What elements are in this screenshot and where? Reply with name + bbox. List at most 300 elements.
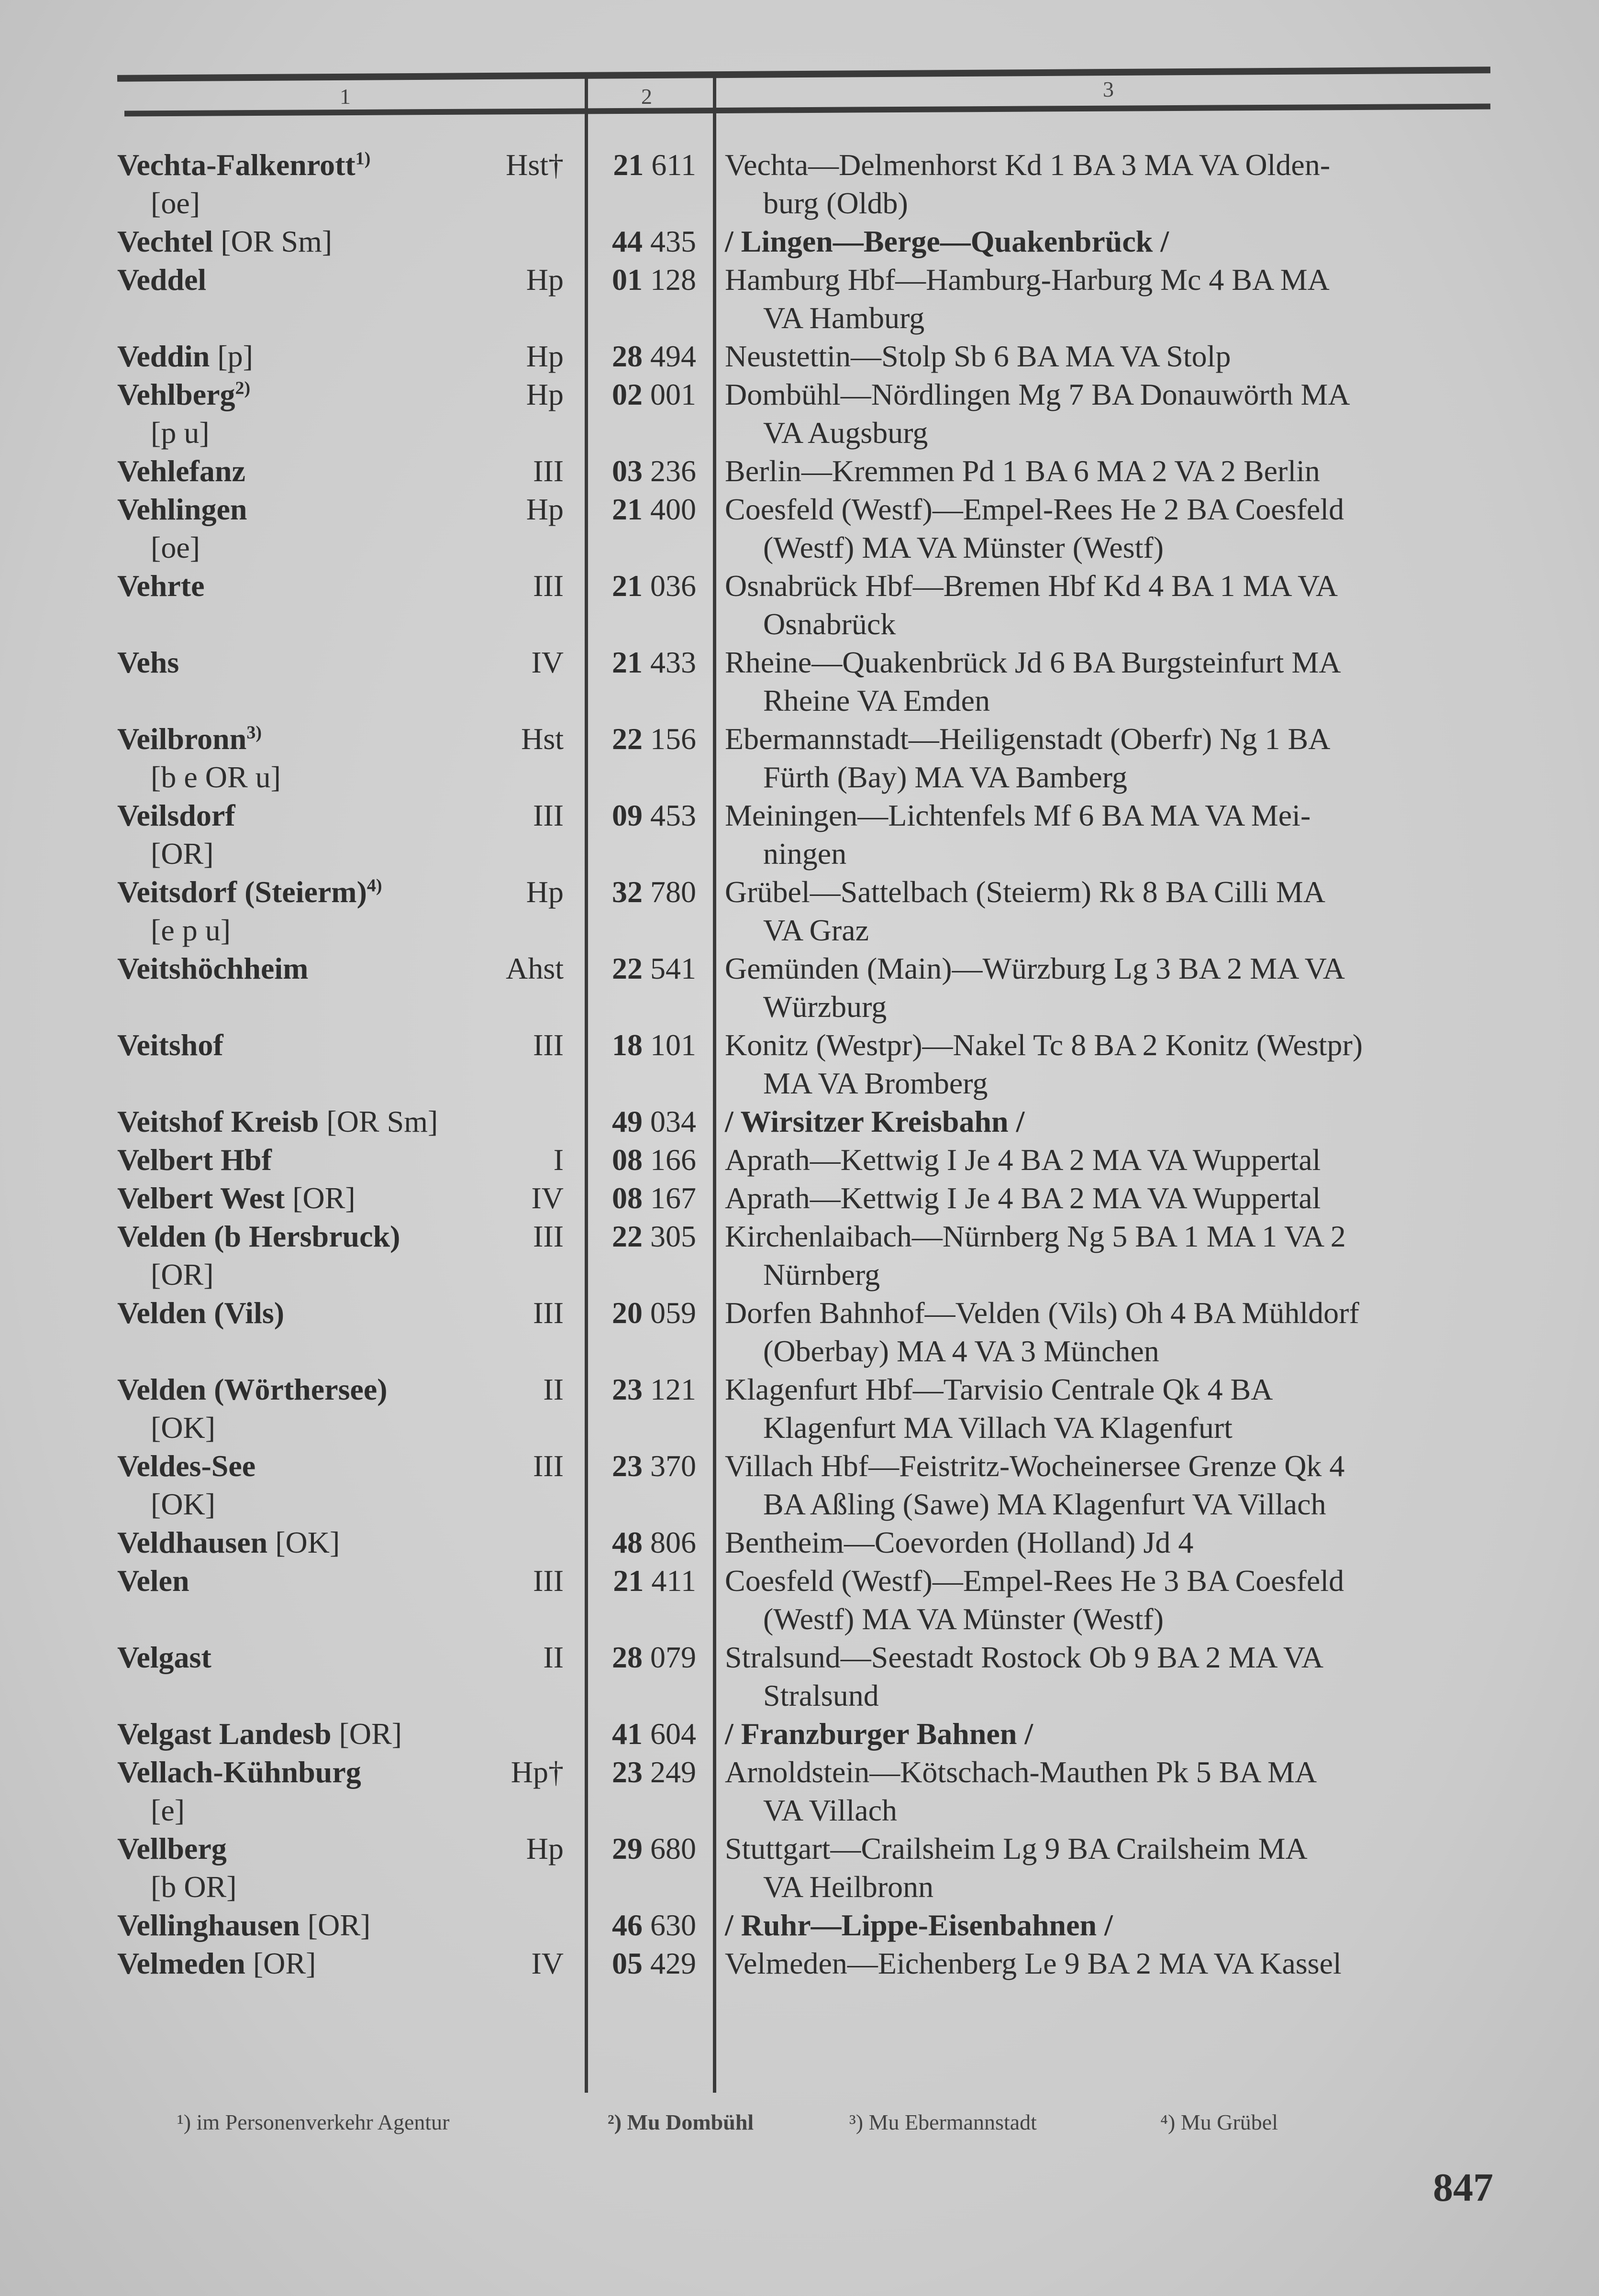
station-name (117, 1830, 227, 1868)
station-number (612, 643, 696, 682)
station-class: III (533, 569, 564, 603)
station-tag: [b OR] (151, 1870, 237, 1904)
station-tag: [OK] (151, 1411, 216, 1445)
row-line (0, 720, 1599, 758)
station-number (612, 1026, 696, 1064)
row-line (0, 1600, 1599, 1638)
station-name (117, 261, 206, 299)
route-description: BA Aßling (Sawe) MA Klagenfurt VA Villach (763, 1487, 1326, 1521)
table-row (0, 375, 1599, 452)
station-name-text: Vehlberg (117, 377, 235, 411)
station-number (612, 261, 696, 299)
station-class: IV (531, 1946, 564, 1980)
station-number (612, 452, 696, 490)
station-number-suffix: 604 (650, 1717, 696, 1751)
route-description: Rheine VA Emden (763, 684, 990, 718)
station-number-prefix: 46 (612, 1908, 643, 1942)
table-row (0, 1103, 1599, 1141)
station-number-suffix: 611 (651, 148, 696, 182)
station-number-prefix: 08 (612, 1143, 643, 1177)
route-description: (Westf) MA VA Münster (Westf) (763, 530, 1164, 564)
station-class: Hst† (506, 148, 564, 182)
route-description: Villach Hbf—Feistritz-Wocheinersee Grenze Qk 4 (725, 1449, 1345, 1483)
row-line (0, 835, 1599, 873)
station-name (117, 796, 235, 835)
route-description: Berlin—Kremmen Pd 1 BA 6 MA 2 VA 2 Berlin (725, 454, 1320, 488)
row-line (0, 1256, 1599, 1294)
station-class: IV (531, 1181, 564, 1215)
station-number-prefix: 29 (612, 1832, 643, 1866)
row-line (0, 796, 1599, 835)
station-number-prefix: 05 (612, 1946, 643, 1980)
table-row (0, 1217, 1599, 1294)
route-description: / Lingen—Berge—Quakenbrück / (725, 224, 1169, 258)
station-name-text: Vellach-Kühnburg (117, 1755, 361, 1789)
station-name-text: Veitshöchheim (117, 951, 309, 985)
station-tag: [p u] (151, 416, 210, 450)
station-number (612, 1447, 696, 1485)
station-number (612, 1944, 696, 1983)
station-name (117, 1944, 316, 1983)
station-number-prefix: 09 (612, 798, 643, 832)
route-description: Würzburg (763, 990, 887, 1024)
table-row (0, 720, 1599, 796)
station-name-text: Veldes-See (117, 1449, 256, 1483)
station-number (612, 873, 696, 911)
station-number-prefix: 44 (612, 224, 643, 258)
table-row (0, 1447, 1599, 1523)
route-description: Meiningen—Lichtenfels Mf 6 BA MA VA Mei- (725, 798, 1311, 832)
station-name-text: Velden (b Hersbruck) (117, 1219, 400, 1253)
station-name (117, 490, 247, 529)
station-number (613, 1562, 696, 1600)
station-number-suffix: 156 (650, 722, 696, 756)
route-description: Grübel—Sattelbach (Steierm) Rk 8 BA Cilli MA (725, 875, 1325, 909)
station-number-prefix: 28 (612, 1640, 643, 1674)
station-number (612, 1370, 696, 1409)
station-name-text: Velbert Hbf (117, 1143, 272, 1177)
table-row (0, 949, 1599, 1026)
route-description: / Ruhr—Lippe-Eisenbahnen / (725, 1908, 1113, 1942)
row-line (0, 1677, 1599, 1715)
station-number-suffix: 429 (650, 1946, 696, 1980)
footnote-2: ²) Mu Dombühl (608, 2110, 754, 2134)
station-name (117, 873, 382, 911)
station-number-prefix: 32 (612, 875, 643, 909)
station-number-prefix: 18 (612, 1028, 643, 1062)
route-description: Neustettin—Stolp Sb 6 BA MA VA Stolp (725, 339, 1231, 373)
route-description: ningen (763, 837, 847, 871)
table-row (0, 1562, 1599, 1638)
table-row (0, 1906, 1599, 1944)
table-row (0, 490, 1599, 567)
footnote-marker: 2) (235, 378, 251, 398)
station-name (117, 1562, 189, 1600)
route-description: Konitz (Westpr)—Nakel Tc 8 BA 2 Konitz (Westpr) (725, 1028, 1363, 1062)
row-line (0, 529, 1599, 567)
station-tag: [p] (217, 339, 253, 373)
station-number-suffix: 059 (650, 1296, 696, 1330)
station-name-text: Velden (Wörthersee) (117, 1372, 388, 1406)
station-number (612, 567, 696, 605)
row-line (0, 1141, 1599, 1179)
station-number (612, 490, 696, 529)
route-description: Fürth (Bay) MA VA Bamberg (763, 760, 1127, 794)
station-name (117, 1141, 272, 1179)
station-number-suffix: 680 (650, 1832, 696, 1866)
station-class: III (533, 1564, 564, 1598)
station-name (117, 1103, 438, 1141)
station-class: II (543, 1372, 564, 1406)
route-description: Gemünden (Main)—Würzburg Lg 3 BA 2 MA VA (725, 951, 1345, 985)
station-name-text: Veitshof Kreisb (117, 1104, 319, 1138)
station-number-suffix: 034 (650, 1104, 696, 1138)
route-description: Coesfeld (Westf)—Empel-Rees He 2 BA Coesfeld (725, 492, 1344, 526)
station-number-suffix: 806 (650, 1525, 696, 1559)
station-name-text: Vellberg (117, 1832, 227, 1866)
row-line (0, 299, 1599, 337)
row-line (0, 337, 1599, 375)
footnote-1: ¹) im Personenverkehr Agentur (177, 2110, 450, 2134)
route-description: VA Augsburg (763, 416, 928, 450)
route-description: Hamburg Hbf—Hamburg-Harburg Mc 4 BA MA (725, 263, 1330, 297)
station-tag: [b e OR u] (151, 760, 281, 794)
station-name-text: Veitshof (117, 1028, 223, 1062)
station-name-text: Veilbronn (117, 722, 247, 756)
station-name (117, 1447, 255, 1485)
station-class: IV (531, 645, 564, 679)
station-number-prefix: 01 (612, 263, 643, 297)
station-number-suffix: 400 (650, 492, 696, 526)
row-line (0, 1523, 1599, 1562)
station-table (0, 146, 1599, 1983)
row-line (0, 1447, 1599, 1485)
station-class: III (533, 1449, 564, 1483)
station-number-prefix: 21 (613, 1564, 644, 1598)
row-line (0, 1753, 1599, 1791)
station-number (612, 1217, 696, 1256)
station-tag: [e p u] (151, 913, 231, 947)
row-line (0, 567, 1599, 605)
station-number-prefix: 41 (612, 1717, 643, 1751)
row-line (0, 1409, 1599, 1447)
table-row (0, 1523, 1599, 1562)
station-name-text: Vehlefanz (117, 454, 245, 488)
station-name-text: Velmeden (117, 1946, 245, 1980)
station-name-text: Vechta-Falkenrott (117, 148, 355, 182)
station-class: Hst (521, 722, 564, 756)
route-description: VA Heilbronn (763, 1870, 934, 1904)
station-number-prefix: 22 (612, 1219, 643, 1253)
station-class: Hp (526, 875, 564, 909)
station-number-suffix: 001 (650, 377, 696, 411)
footnote-marker: 4) (366, 875, 382, 896)
row-line (0, 988, 1599, 1026)
station-number (612, 1141, 696, 1179)
table-row (0, 796, 1599, 873)
table-row (0, 452, 1599, 490)
route-description: VA Graz (763, 913, 869, 947)
station-name (117, 1715, 402, 1753)
route-description: (Oberbay) MA 4 VA 3 München (763, 1334, 1159, 1368)
row-line (0, 1179, 1599, 1217)
station-name (117, 1179, 355, 1217)
route-description: Bentheim—Coevorden (Holland) Jd 4 (725, 1525, 1194, 1559)
station-number-suffix: 121 (650, 1372, 696, 1406)
station-number-prefix: 23 (612, 1755, 643, 1789)
station-name-text: Vehrte (117, 569, 205, 603)
station-tag: [OR] (151, 1258, 214, 1292)
table-row (0, 146, 1599, 222)
row-line (0, 1906, 1599, 1944)
row-line (0, 682, 1599, 720)
station-number-suffix: 036 (650, 569, 696, 603)
route-description: Osnabrück (763, 607, 896, 641)
row-line (0, 1103, 1599, 1141)
station-number-prefix: 21 (613, 148, 644, 182)
route-description: Vechta—Delmenhorst Kd 1 BA 3 MA VA Olden- (725, 148, 1331, 182)
station-name (117, 1370, 388, 1409)
footnote-marker: 3) (246, 722, 262, 743)
station-tag: [OR] (253, 1946, 316, 1980)
row-line (0, 1370, 1599, 1409)
station-number (612, 1103, 696, 1141)
row-line (0, 375, 1599, 414)
station-number (612, 1638, 696, 1677)
table-row (0, 643, 1599, 720)
station-name-text: Velgast Landesb (117, 1717, 332, 1751)
station-number-prefix: 23 (612, 1449, 643, 1483)
station-number (612, 720, 696, 758)
station-class: III (533, 1296, 564, 1330)
row-line (0, 184, 1599, 222)
route-description: / Wirsitzer Kreisbahn / (725, 1104, 1025, 1138)
station-name-text: Veilsdorf (117, 798, 235, 832)
station-tag: [OR] (339, 1717, 402, 1751)
station-number (613, 146, 696, 184)
row-line (0, 1830, 1599, 1868)
station-name-text: Vechtel (117, 224, 213, 258)
station-class: III (533, 1219, 564, 1253)
station-name (117, 1753, 361, 1791)
footnote-4: ⁴) Mu Grübel (1160, 2110, 1278, 2134)
station-tag: [OK] (151, 1487, 216, 1521)
route-description: Coesfeld (Westf)—Empel-Rees He 3 BA Coesfeld (725, 1564, 1344, 1598)
station-number (612, 1753, 696, 1791)
station-name (117, 1638, 211, 1677)
station-name (117, 337, 253, 375)
station-name-text: Veitsdorf (Steierm) (117, 875, 367, 909)
station-name-text: Veldhausen (117, 1525, 268, 1559)
row-line (0, 643, 1599, 682)
route-description: Dombühl—Nördlingen Mg 7 BA Donauwörth MA (725, 377, 1350, 411)
station-class: III (533, 798, 564, 832)
station-name (117, 1523, 340, 1562)
station-class: Hp (526, 492, 564, 526)
station-number-suffix: 166 (650, 1143, 696, 1177)
route-description: VA Hamburg (763, 301, 925, 335)
station-name-text: Velgast (117, 1640, 211, 1674)
station-class: Hp (526, 339, 564, 373)
route-description: MA VA Bromberg (763, 1066, 988, 1100)
row-line (0, 1332, 1599, 1370)
route-description: VA Villach (763, 1793, 898, 1827)
station-class: Hp (526, 1832, 564, 1866)
route-description: Stuttgart—Crailsheim Lg 9 BA Crailsheim MA (725, 1832, 1308, 1866)
station-number-suffix: 128 (650, 263, 696, 297)
station-name (117, 1217, 400, 1256)
route-description: Velmeden—Eichenberg Le 9 BA 2 MA VA Kassel (725, 1946, 1342, 1980)
row-line (0, 1217, 1599, 1256)
station-number-prefix: 03 (612, 454, 643, 488)
station-name-text: Vehlingen (117, 492, 247, 526)
station-number (612, 337, 696, 375)
station-name-text: Veddin (117, 339, 210, 373)
station-number (612, 1179, 696, 1217)
station-number-prefix: 48 (612, 1525, 643, 1559)
station-number (612, 1830, 696, 1868)
row-line (0, 1715, 1599, 1753)
station-name-text: Velbert West (117, 1181, 285, 1215)
table-row (0, 567, 1599, 643)
table-row (0, 1026, 1599, 1103)
row-line (0, 873, 1599, 911)
station-number-prefix: 22 (612, 951, 643, 985)
station-tag: [OR] (292, 1181, 355, 1215)
route-description: Osnabrück Hbf—Bremen Hbf Kd 4 BA 1 MA VA (725, 569, 1338, 603)
row-line (0, 261, 1599, 299)
station-number (612, 1715, 696, 1753)
station-class: Hp† (511, 1755, 564, 1789)
table-row (0, 1830, 1599, 1906)
station-name (117, 452, 245, 490)
station-name-text: Vellinghausen (117, 1908, 300, 1942)
station-name (117, 1906, 370, 1944)
row-line (0, 1026, 1599, 1064)
row-line (0, 222, 1599, 261)
station-number-prefix: 21 (612, 492, 643, 526)
route-description: Dorfen Bahnhof—Velden (Vils) Oh 4 BA Mühldorf (725, 1296, 1359, 1330)
station-number-prefix: 22 (612, 722, 643, 756)
station-class: Ahst (506, 951, 564, 985)
station-name (117, 146, 370, 184)
station-tag: [OR Sm] (221, 224, 333, 258)
station-name (117, 1294, 284, 1332)
row-line (0, 605, 1599, 643)
station-name-text: Vehs (117, 645, 179, 679)
station-tag: [oe] (151, 186, 200, 220)
route-description: Stralsund (763, 1678, 879, 1712)
station-number-prefix: 21 (612, 645, 643, 679)
route-description: / Franzburger Bahnen / (725, 1717, 1033, 1751)
station-number-suffix: 435 (650, 224, 696, 258)
route-description: Aprath—Kettwig I Je 4 BA 2 MA VA Wuppertal (725, 1143, 1321, 1177)
station-number (612, 796, 696, 835)
station-name-text: Velden (Vils) (117, 1296, 285, 1330)
station-number-prefix: 23 (612, 1372, 643, 1406)
station-number-prefix: 02 (612, 377, 643, 411)
route-description: Klagenfurt Hbf—Tarvisio Centrale Qk 4 BA (725, 1372, 1273, 1406)
station-number-prefix: 20 (612, 1296, 643, 1330)
route-description: Aprath—Kettwig I Je 4 BA 2 MA VA Wuppertal (725, 1181, 1321, 1215)
station-number-prefix: 21 (612, 569, 643, 603)
table-row (0, 1638, 1599, 1715)
row-line (0, 1944, 1599, 1983)
station-tag: [oe] (151, 530, 200, 564)
station-name (117, 949, 308, 988)
row-line (0, 1638, 1599, 1677)
station-name (117, 222, 332, 261)
station-class: Hp (526, 263, 564, 297)
route-description: Arnoldstein—Kötschach-Mauthen Pk 5 BA MA (725, 1755, 1317, 1789)
station-number-prefix: 08 (612, 1181, 643, 1215)
station-number-suffix: 370 (650, 1449, 696, 1483)
row-line (0, 1791, 1599, 1830)
station-class: III (533, 1028, 564, 1062)
station-name-text: Velen (117, 1564, 189, 1598)
row-line (0, 758, 1599, 796)
station-name (117, 1026, 223, 1064)
station-tag: [e] (151, 1793, 185, 1827)
table-row (0, 1370, 1599, 1447)
station-number (612, 1523, 696, 1562)
table-row (0, 337, 1599, 375)
station-class: I (553, 1143, 564, 1177)
station-number (612, 949, 696, 988)
route-description: Klagenfurt MA Villach VA Klagenfurt (763, 1411, 1233, 1445)
station-name-text: Veddel (117, 263, 207, 297)
station-tag: [OR] (307, 1908, 371, 1942)
table-row (0, 222, 1599, 261)
station-name (117, 720, 262, 758)
row-line (0, 1868, 1599, 1906)
row-line (0, 146, 1599, 184)
station-number-suffix: 433 (650, 645, 696, 679)
column-header-3: 3 (1103, 77, 1114, 101)
route-description: Rheine—Quakenbrück Jd 6 BA Burgsteinfurt MA (725, 645, 1341, 679)
station-class: II (543, 1640, 564, 1674)
station-number-suffix: 630 (650, 1908, 696, 1942)
station-number-suffix: 305 (650, 1219, 696, 1253)
row-line (0, 911, 1599, 949)
station-number-suffix: 249 (650, 1755, 696, 1789)
column-header-1: 1 (340, 84, 351, 109)
table-row (0, 261, 1599, 337)
station-name (117, 567, 204, 605)
station-number-prefix: 49 (612, 1104, 643, 1138)
table-row (0, 1753, 1599, 1830)
row-line (0, 452, 1599, 490)
station-number-suffix: 411 (651, 1564, 696, 1598)
station-number-suffix: 780 (650, 875, 696, 909)
route-description: burg (Oldb) (763, 186, 908, 220)
table-row (0, 1179, 1599, 1217)
footnote-3: ³) Mu Ebermannstadt (849, 2110, 1037, 2134)
table-row (0, 1715, 1599, 1753)
station-name (117, 643, 179, 682)
station-number-suffix: 541 (650, 951, 696, 985)
station-number (612, 1294, 696, 1332)
row-line (0, 1485, 1599, 1523)
station-number-suffix: 167 (650, 1181, 696, 1215)
station-tag: [OR Sm] (326, 1104, 438, 1138)
station-number (612, 375, 696, 414)
route-description: Nürnberg (763, 1258, 880, 1292)
table-row (0, 1294, 1599, 1370)
station-number-suffix: 236 (650, 454, 696, 488)
station-number-suffix: 101 (650, 1028, 696, 1062)
route-description: Kirchenlaibach—Nürnberg Ng 5 BA 1 MA 1 VA 2 (725, 1219, 1346, 1253)
